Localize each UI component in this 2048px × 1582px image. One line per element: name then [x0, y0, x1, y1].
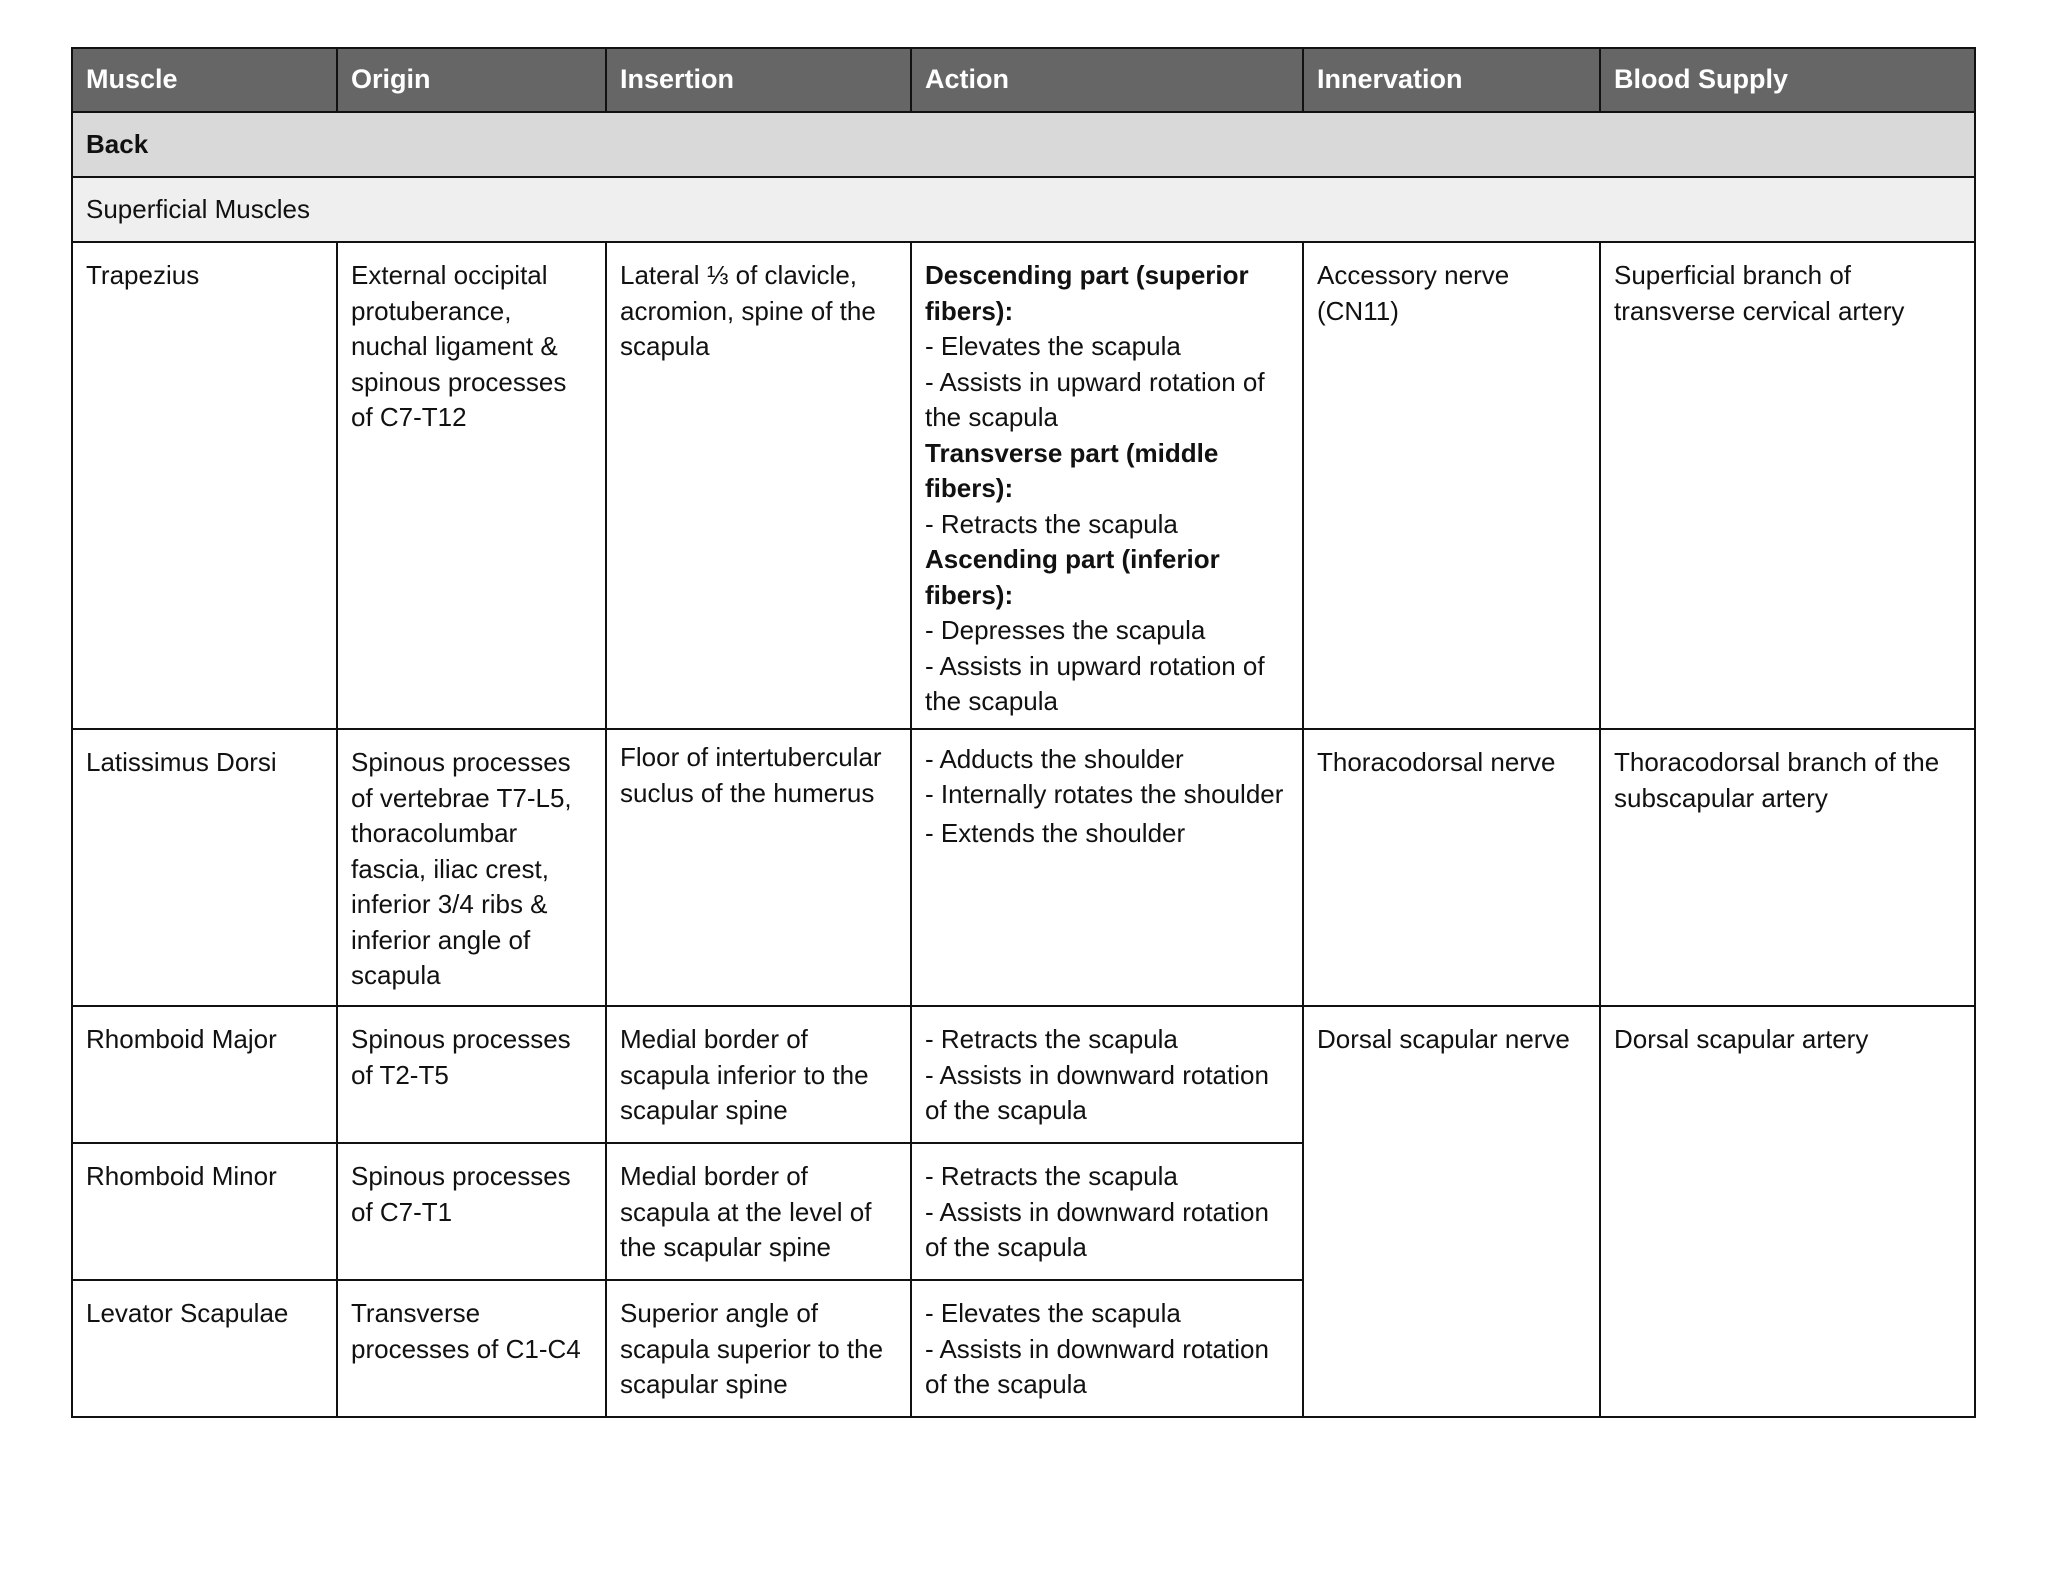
action-heading: Ascending part (inferior fibers):	[925, 544, 1220, 610]
table-header	[72, 48, 1975, 112]
section-title: Back	[72, 112, 1975, 177]
blood-supply-cell: Dorsal scapular artery	[1600, 1006, 1975, 1417]
insertion-cell: Lateral ⅓ of clavicle, acromion, spine of the scapula	[606, 242, 911, 729]
insertion-cell: Floor of intertubercular suclus of the humerus	[606, 729, 911, 1006]
action-item: - Assists in upward rotation of the scapula	[925, 366, 1265, 432]
muscle-cell: Rhomboid Minor	[72, 1143, 337, 1280]
muscle-table	[71, 47, 1976, 1418]
header-muscle: Muscle	[72, 48, 337, 112]
origin-cell: Spinous processes of C7-T1	[337, 1143, 606, 1280]
blood-supply-cell: Superficial branch of transverse cervical artery	[1600, 242, 1975, 729]
origin-cell: Transverse processes of C1-C4	[337, 1280, 606, 1417]
action-item: - Retracts the scapula	[925, 1024, 1178, 1054]
action-item: - Assists in downward rotation of the scapula	[925, 1059, 1269, 1125]
muscle-table-container	[71, 47, 1974, 1418]
muscle-cell: Latissimus Dorsi	[72, 729, 337, 1006]
action-item: - Depresses the scapula	[925, 615, 1206, 645]
action-item: - Elevates the scapula	[925, 1298, 1181, 1328]
subsection-row	[72, 177, 1975, 242]
table-body	[72, 112, 1975, 1417]
action-item: - Extends the shoulder	[925, 817, 1186, 848]
insertion-cell: Medial border of scapula inferior to the scapular spine	[606, 1006, 911, 1143]
table-row	[72, 729, 1975, 1006]
table-row	[72, 1006, 1975, 1143]
origin-cell: Spinous processes of vertebrae T7-L5, thoracolumbar fascia, iliac crest, inferior 3/4 ribs & inferior angle of scapula	[337, 729, 606, 1006]
section-row	[72, 112, 1975, 177]
header-insertion: Insertion	[606, 48, 911, 112]
action-item: - Retracts the scapula	[925, 1161, 1178, 1191]
action-cell	[911, 729, 1303, 1006]
action-cell	[911, 1280, 1303, 1417]
action-item: - Assists in upward rotation of the scapula	[925, 650, 1265, 716]
insertion-cell: Superior angle of scapula superior to the scapular spine	[606, 1280, 911, 1417]
header-innervation: Innervation	[1303, 48, 1600, 112]
action-cell	[911, 1143, 1303, 1280]
innervation-cell: Accessory nerve (CN11)	[1303, 242, 1600, 729]
action-item: - Adducts the shoulder	[925, 744, 1184, 774]
muscle-cell: Trapezius	[72, 242, 337, 729]
muscle-cell: Rhomboid Major	[72, 1006, 337, 1143]
action-item: - Elevates the scapula	[925, 331, 1181, 361]
action-cell	[911, 1006, 1303, 1143]
subsection-title: Superficial Muscles	[72, 177, 1975, 242]
action-item: - Assists in downward rotation of the scapula	[925, 1196, 1269, 1262]
muscle-cell: Levator Scapulae	[72, 1280, 337, 1417]
action-item: - Assists in downward rotation of the scapula	[925, 1333, 1269, 1399]
header-blood-supply: Blood Supply	[1600, 48, 1975, 112]
origin-cell: Spinous processes of T2-T5	[337, 1006, 606, 1143]
action-heading: Descending part (superior fibers):	[925, 260, 1249, 326]
action-item: - Internally rotates the shoulder	[925, 778, 1284, 809]
table-row	[72, 242, 1975, 729]
header-origin: Origin	[337, 48, 606, 112]
action-heading: Transverse part (middle fibers):	[925, 437, 1219, 503]
header-row	[72, 48, 1975, 112]
insertion-cell: Medial border of scapula at the level of the scapular spine	[606, 1143, 911, 1280]
action-cell	[911, 242, 1303, 729]
header-action: Action	[911, 48, 1303, 112]
innervation-cell: Thoracodorsal nerve	[1303, 729, 1600, 1006]
origin-cell: External occipital protuberance, nuchal ligament & spinous processes of C7-T12	[337, 242, 606, 729]
innervation-cell: Dorsal scapular nerve	[1303, 1006, 1600, 1417]
action-item: - Retracts the scapula	[925, 508, 1178, 539]
blood-supply-cell: Thoracodorsal branch of the subscapular artery	[1600, 729, 1975, 1006]
